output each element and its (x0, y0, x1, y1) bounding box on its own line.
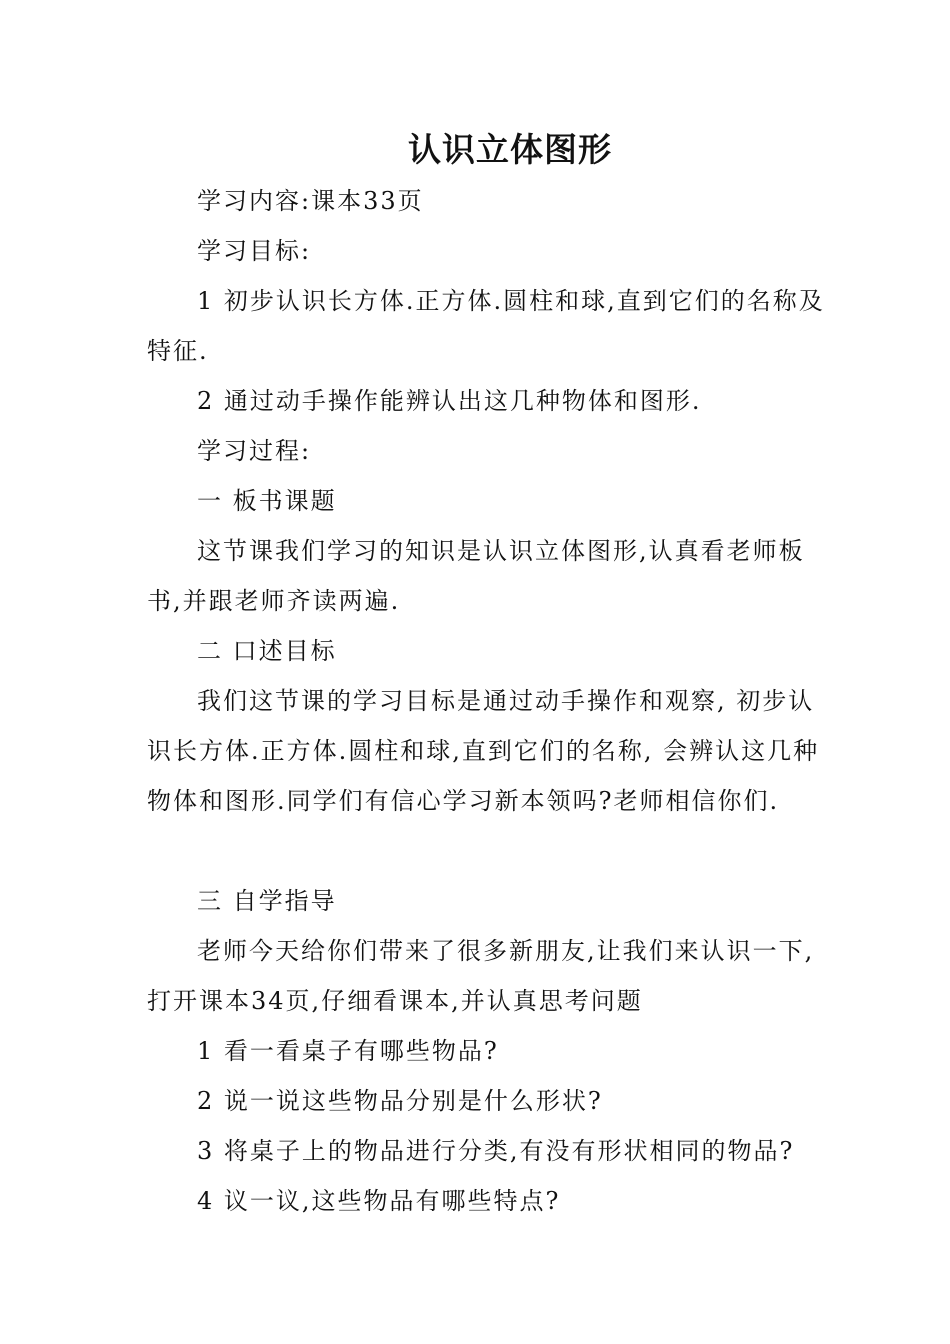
question-4: 4 议一议,这些物品有哪些特点? (197, 1187, 561, 1215)
section-heading-3: 三 自学指导 (197, 887, 337, 915)
paragraph-goal-1: 1 初步认识长方体.正方体.圆柱和球,直到它们的名称及特征. (147, 287, 825, 365)
question-2: 2 说一说这些物品分别是什么形状? (197, 1087, 603, 1115)
question-1: 1 看一看桌子有哪些物品? (197, 1037, 499, 1065)
paragraph-study-goals-heading: 学习目标: (197, 237, 312, 265)
paragraph-section-1-body: 这节课我们学习的知识是认识立体图形,认真看老师板书,并跟老师齐读两遍. (147, 537, 805, 615)
question-3: 3 将桌子上的物品进行分类,有没有形状相同的物品? (197, 1137, 795, 1165)
section-heading-2: 二 口述目标 (197, 637, 337, 665)
paragraph-section-2-body: 我们这节课的学习目标是通过动手操作和观察, 初步认识长方体.正方体.圆柱和球,直到它们的名称, 会辨认这几种物体和图形.同学们有信心学习新本领吗?老师相信你们. (147, 687, 820, 815)
paragraph-study-content: 学习内容:课本33页 (197, 187, 424, 215)
section-heading-1: 一 板书课题 (197, 487, 337, 515)
document-title: 认识立体图形 (408, 130, 612, 169)
paragraph-process-heading: 学习过程: (197, 437, 312, 465)
paragraph-goal-2: 2 通过动手操作能辨认出这几种物体和图形. (197, 387, 702, 415)
paragraph-section-3-body: 老师今天给你们带来了很多新朋友,让我们来认识一下,打开课本34页,仔细看课本,并认真思考问题 (147, 937, 815, 1015)
